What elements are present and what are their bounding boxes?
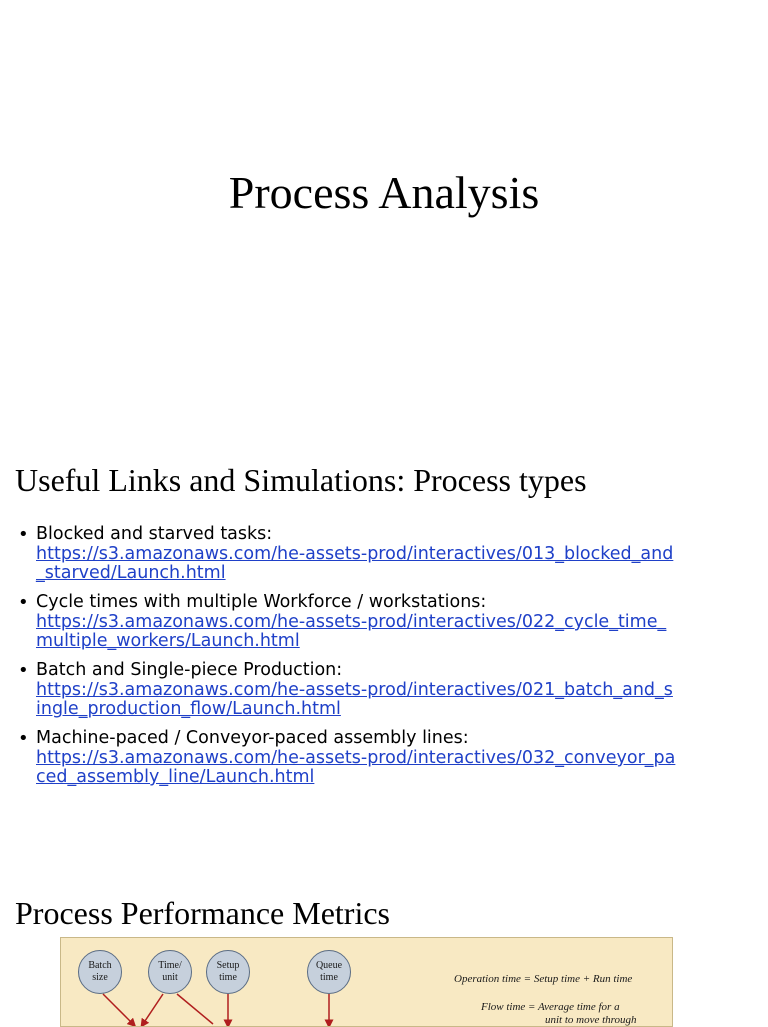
bullet-icon: • [18, 660, 29, 681]
setup-time-node: Setup time [206, 950, 250, 994]
list-item [18, 728, 678, 787]
metrics-section-heading: Process Performance Metrics [15, 895, 390, 931]
arrow-time-unit [143, 994, 163, 1024]
simulation-link[interactable]: https://s3.amazonaws.com/he-assets-prod/interactives/032_conveyor_paced_assembly_line/Launch.html [36, 748, 676, 787]
arrow-batch [103, 994, 133, 1024]
bullet-icon: • [18, 728, 29, 749]
queue-time-node: Queue time [307, 950, 351, 994]
links-section-heading: Useful Links and Simulations: Process types [15, 462, 587, 498]
list-item [18, 524, 678, 583]
simulation-link[interactable]: https://s3.amazonaws.com/he-assets-prod/interactives/021_batch_and_single_production_flow/Launch.html [36, 680, 673, 719]
flow-time-formula-line1: Flow time = Average time for a [481, 1001, 620, 1013]
item-label: Batch and Single-piece Production: [36, 660, 343, 680]
links-list [18, 524, 678, 796]
time-unit-node: Time/ unit [148, 950, 192, 994]
item-label: Machine-paced / Conveyor-paced assembly lines: [36, 728, 469, 748]
item-label: Blocked and starved tasks: [36, 524, 273, 544]
batch-size-node: Batch size [78, 950, 122, 994]
operation-time-formula: Operation time = Setup time + Run time [454, 973, 633, 985]
process-metrics-figure [60, 937, 673, 1027]
arrow-time-unit-right [177, 994, 213, 1024]
flow-time-formula-line2: unit to move through [545, 1014, 637, 1026]
list-item [18, 660, 678, 719]
page-title: Process Analysis [228, 167, 540, 218]
item-label: Cycle times with multiple Workforce / workstations: [36, 592, 487, 612]
list-item [18, 592, 678, 651]
simulation-link[interactable]: https://s3.amazonaws.com/he-assets-prod/interactives/013_blocked_and_starved/Launch.html [36, 544, 674, 583]
simulation-link[interactable]: https://s3.amazonaws.com/he-assets-prod/interactives/022_cycle_time_multiple_workers/Launch.html [36, 612, 667, 651]
bullet-icon: • [18, 524, 29, 545]
bullet-icon: • [18, 592, 29, 613]
